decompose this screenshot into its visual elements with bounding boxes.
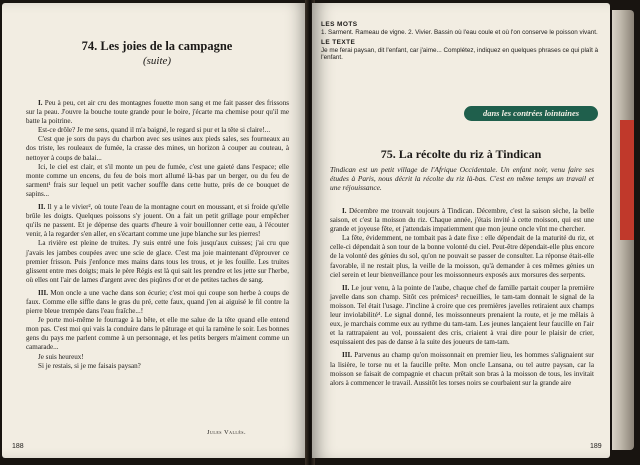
paragraph-number: I. xyxy=(38,99,43,107)
mots-text: 1. Sarment. Rameau de vigne. 2. Vivier. Bassin où l'eau coule et où l'on conserve le poisson vivant. xyxy=(321,28,598,36)
right-page xyxy=(312,3,610,458)
paragraph-text: Parvenus au champ qu'on moissonnait en premier lieu, les hommes s'alignaient sur la lisière, le torse nu et la faucille prête. Mon oncle Lansana, ou tel autre paysan, car la moisson se faisait de compagnie et chacun prêtait son bras à la moisson de tous, les invitait alors à commencer le travail. Aussitôt les torses noirs se courbaient sur la grande aire xyxy=(330,351,594,387)
chapter-title: La récolte du riz à Tindican xyxy=(398,147,542,161)
texte-header: LE TEXTE xyxy=(321,39,356,47)
chapter-intro: Tindican est un petit village de l'Afrique Occidentale. Un enfant noir, venu faire ses études à Paris, nous décrit la récolte du riz là-bas. C'est en même temps un travail et une réjouissance. xyxy=(330,165,594,193)
paragraph xyxy=(26,203,289,239)
chapter-title: Les joies de la campagne xyxy=(100,39,233,53)
paragraph-text: Décembre me trouvait toujours à Tindican. Décembre, c'est la saison sèche, la belle saison, et c'est la moisson du riz. Chaque année, j'étais invité à cette moisson, qui est une grande et joyeuse fête, et j'attendais impatiemment que mon jeune oncle vînt me chercher. xyxy=(330,207,594,234)
paragraph-text: Ici, le ciel est clair, et s'il monte un peu de fumée, c'est une gaieté dans l'espace; elle monte comme un encens, du feu de bois mort allumé là-bas par un berger, ou du feu de sarment¹ frais sur lequel un petit vacher souffle dans cette hutte, près de ce bouquet de sapins... xyxy=(26,162,289,198)
paragraph-text: Je suis heureux! xyxy=(38,352,84,361)
author-signature: Jules Vallès. xyxy=(207,429,247,436)
paragraph-number: II. xyxy=(342,283,350,292)
bookmark-tab xyxy=(620,120,634,240)
paragraph-number: III. xyxy=(38,288,49,297)
right-body-text xyxy=(330,203,594,441)
paragraph xyxy=(330,284,594,348)
left-page xyxy=(2,3,308,458)
paragraph xyxy=(26,289,289,316)
paragraph xyxy=(26,239,289,284)
paragraph xyxy=(26,353,289,362)
paragraph xyxy=(330,207,594,234)
paragraph xyxy=(26,99,289,126)
chapter-74-title xyxy=(22,39,292,54)
section-badge: dans les contrées lointaines xyxy=(464,106,598,121)
paragraph-number: I. xyxy=(342,207,347,215)
paragraph-number: II. xyxy=(38,203,46,212)
page-number-left: 188 xyxy=(12,443,24,450)
paragraph-text: Est-ce drôle? Je me sens, quand il m'a baigné, le regard si pur et la tête si claire!... xyxy=(38,126,271,135)
paragraph xyxy=(330,351,594,387)
paragraph xyxy=(26,362,289,371)
paragraph-text: Peu à peu, cet air cru des montagnes fouette mon sang et me fait passer des frissons sur la peau. J'ouvre la bouche toute grande pour le boire, j'écarte ma chemise pour qu'il me batte la poitrine. xyxy=(26,99,289,126)
paragraph xyxy=(26,316,289,352)
vocabulary-box xyxy=(321,21,606,62)
paragraph-text: Le jour venu, à la pointe de l'aube, chaque chef de famille partait couper la première javelle dans son champ. Sitôt ces prémices³ recueillies, le tam-tam donnait le signal de la moisson. Tel était l'usage. J'incline à croire que ces premières javelles retiraient aux champs leur inviolabilité⁴. Le signal donné, les moissonneurs prenaient la route, et je me mêlais à eux, je marchais comme eux au rythme du tam-tam. Les jeunes lançaient leur faucille en l'air et la rattrapaient au vol, poussaient des cris, criaient à vrai dire pour le plaisir de crier, esquissaient des pas de danse à la suite des joueurs de tam-tam. xyxy=(330,283,594,347)
paragraph-text: Il y a le vivier², où toute l'eau de la montagne court en moussant, et si froide qu'elle brûle les doigts. Quelques poissons s'y jouent. On a fait un petit grillage pour empêcher qu'ils ne passent. Et je dépense des quarts d'heure à voir bouillonner cette eau, à l'écouter venir, à la regarder s'en aller, en s'écartant comme une jupe blanche sur les pierres! xyxy=(26,203,289,239)
texte-text: Je me ferai paysan, dit l'enfant, car j'aime... Complétez, indiquez en quelques phrases ce qui plaît à l'enfant. xyxy=(321,46,599,62)
chapter-number: 74. xyxy=(81,39,98,53)
paragraph-text: La rivière est pleine de truites. J'y suis entré une fois jusqu'aux cuisses; j'ai cru que j'avais les jambes coupées avec une scie de glace. C'est ma joie maintenant d'éprouver ce premier frisson. Puis j'enfonce mes mains dans tous les trous, et je les fouille. Les truites glissent entre mes doigts; mais le père Régis est là qui sait les prendre et les jette sur l'herbe, où elles ont l'air de lames d'argent avec des piqûres d'or et de petites taches de sang. xyxy=(26,239,289,284)
chapter-subtitle: (suite) xyxy=(142,55,172,67)
paragraph-text: Si je restais, si je me faisais paysan? xyxy=(38,361,141,370)
paragraph-number: III. xyxy=(342,351,353,360)
mots-header: LES MOTS xyxy=(321,21,358,28)
paragraph-text: Je porte moi-même le fourrage à la bête, et elle me salue de la tête quand elle entend mon pas. C'est moi qui vais la conduire dans le pâturage et qui la ramène le soir. Les bonnes gens du pays me parlent comme à un personnage, et les petits bergers m'aiment comme un camarade... xyxy=(26,316,289,352)
paragraph xyxy=(330,234,594,279)
paragraph-text: La fête, évidemment, ne tombait pas à date fixe : elle dépendait de la maturité du riz, et celle-ci dépendait à son tour de la bonne volonté du ciel. Peut-être dépendait-elle plus encore de la volonté des génies du sol, qu'on ne pouvait se passer de consulter. La réponse était-elle favorable, il ne restait plus, la veille de la moisson, qu'à demander à ces mêmes génies un ciel serein et leur bienveillance pour les moissonneurs exposés aux morsures des serpents. xyxy=(330,234,594,279)
page-number-right: 189 xyxy=(590,443,602,450)
left-body-text xyxy=(26,95,289,415)
paragraph-text: C'est que je sors du pays du charbon avec ses usines aux pieds sales, ses fourneaux au dos triste, les rouleaux de fumée, la crasse des mines, un horizon à couper au couteau, à nettoyer à coups de balai... xyxy=(26,135,289,162)
paragraph xyxy=(26,163,289,199)
chapter-75-title xyxy=(326,147,596,162)
paragraph xyxy=(26,135,289,162)
paragraph-text: Mon oncle a une vache dans son écurie; c'est moi qui coupe son herbe à coups de faux. Comme elle siffle dans le gras du pré, cette faux, quand j'en ai aiguisé le fil contre la pierre bleue trempée dans l'eau fraîche...! xyxy=(26,288,289,316)
paragraph xyxy=(26,126,289,135)
chapter-number: 75. xyxy=(380,147,396,161)
